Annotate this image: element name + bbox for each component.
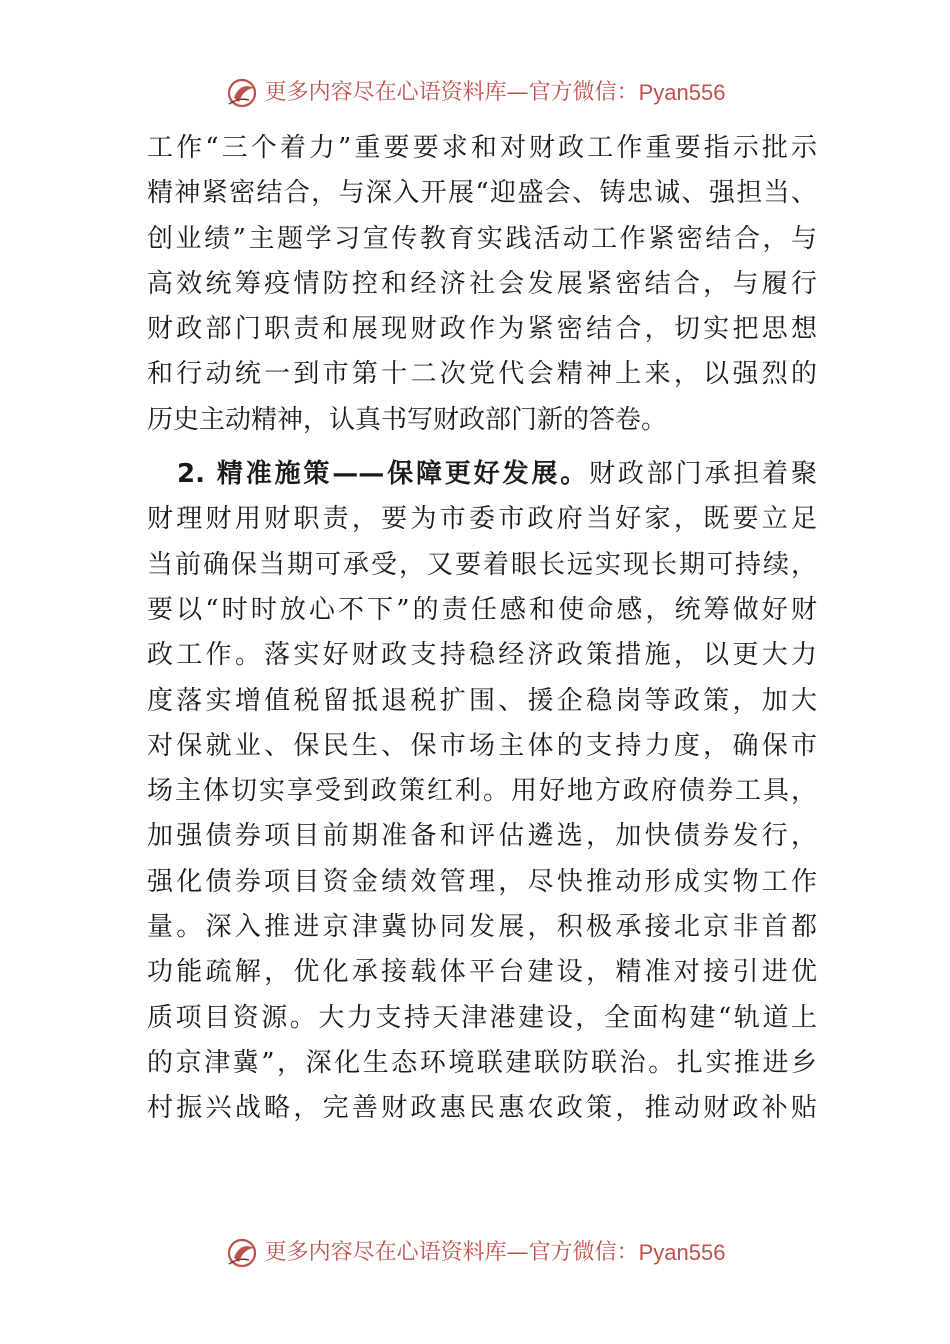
paragraph-2-line: 质项目资源。大力支持天津港建设，全面构建“轨道上 <box>147 1002 817 1033</box>
paragraph-2-line: 当前确保当期可承受，又要着眼长远实现长期可持续， <box>147 549 817 580</box>
paragraph-2-line: 度落实增值税留抵退税扩围、援企稳岗等政策，加大 <box>147 685 817 716</box>
header-watermark <box>0 76 950 110</box>
document-body <box>147 126 817 1132</box>
footer-watermark-text: 更多内容尽在心语资料库—官方微信： <box>264 1240 639 1265</box>
paragraph-2-line: 量。深入推进京津冀协同发展，积极承接北京非首都 <box>147 912 817 943</box>
paragraph-1-line: 历史主动精神，认真书写财政部门新的答卷。 <box>147 404 668 435</box>
paragraph-2-line: 场主体切实享受到政策红利。用好地方政府债券工具， <box>147 776 817 807</box>
paragraph-2-first-line <box>147 452 817 497</box>
paragraph-1-line: 创业绩”主题学习宣传教育实践活动工作紧密结合，与 <box>147 223 817 254</box>
watermark-logo-icon <box>225 1236 261 1270</box>
paragraph-1-line: 工作“三个着力”重要要求和对财政工作重要指示批示 <box>147 133 817 163</box>
paragraph-1 <box>147 126 817 443</box>
paragraph-2 <box>147 452 817 1131</box>
footer-watermark-id: Pyan556 <box>638 1240 726 1265</box>
header-watermark-id: Pyan556 <box>638 80 726 105</box>
paragraph-2-line: 对保就业、保民生、保市场主体的支持力度，确保市 <box>147 730 817 761</box>
paragraph-2-line: 强化债券项目资金绩效管理，尽快推动形成实物工作 <box>147 866 817 897</box>
footer-watermark <box>0 1236 950 1270</box>
paragraph-1-line: 财政部门职责和展现财政作为紧密结合，切实把思想 <box>147 314 817 345</box>
paragraph-1-line: 高效统筹疫情防控和经济社会发展紧密结合，与履行 <box>147 268 817 299</box>
paragraph-2-line: 村振兴战略，完善财政惠民惠农政策，推动财政补贴 <box>147 1093 817 1124</box>
paragraph-2-heading: 2. 精准施策——保障更好发展。 <box>177 459 590 490</box>
paragraph-2-first-line-rest: 财政部门承担着聚 <box>589 459 817 490</box>
header-watermark-text: 更多内容尽在心语资料库—官方微信： <box>264 80 639 105</box>
watermark-logo-icon <box>225 76 261 110</box>
paragraph-2-line: 政工作。落实好财政支持稳经济政策措施，以更大力 <box>147 640 817 671</box>
paragraph-2-line: 加强债券项目前期准备和评估遴选，加快债券发行， <box>147 821 817 852</box>
paragraph-2-line: 财理财用财职责，要为市委市政府当好家，既要立足 <box>147 504 817 535</box>
paragraph-2-line: 的京津冀”，深化生态环境联建联防联治。扎实推进乡 <box>147 1047 817 1078</box>
paragraph-2-line: 功能疏解，优化承接载体平台建设，精准对接引进优 <box>147 957 817 988</box>
paragraph-1-line: 精神紧密结合，与深入开展“迎盛会、铸忠诚、强担当、 <box>147 178 817 209</box>
paragraph-1-line: 和行动统一到市第十二次党代会精神上来，以强烈的 <box>147 359 817 390</box>
paragraph-2-line: 要以“时时放心不下”的责任感和使命感，统筹做好财 <box>147 594 817 625</box>
